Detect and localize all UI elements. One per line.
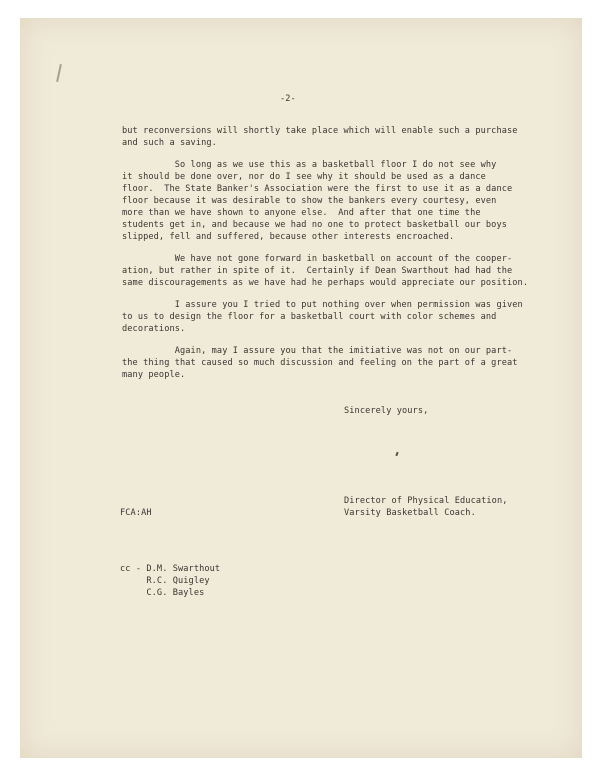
reference-initials: FCA:AH xyxy=(120,508,152,518)
body-line: So long as we use this as a basketball floor I do not see why xyxy=(122,160,497,170)
signature-title-line: Director of Physical Education, xyxy=(344,496,508,506)
closing: Sincerely yours, xyxy=(344,406,429,416)
body-line: it should be done over, nor do I see why it should be used as a dance xyxy=(122,172,486,182)
body-line: decorations. xyxy=(122,324,186,334)
body-line: and such a saving. xyxy=(122,138,217,148)
body-line: I assure you I tried to put nothing over when permission was given xyxy=(122,300,523,310)
body-line: slipped, fell and suffered, because other interests encroached. xyxy=(122,232,455,242)
cc-line: C.G. Bayles xyxy=(120,588,205,598)
signature-mark xyxy=(395,452,398,456)
body-line: many people. xyxy=(122,370,186,380)
body-line: ation, but rather in spite of it. Certainly if Dean Swarthout had had the xyxy=(122,266,513,276)
body-line: students get in, and because we had no one to protect basketball our boys xyxy=(122,220,507,230)
body-line: Again, may I assure you that the imitiative was not on our part- xyxy=(122,346,513,356)
body-line: but reconversions will shortly take place which will enable such a purchase xyxy=(122,126,518,136)
body-line: floor. The State Banker's Association were the first to use it as a dance xyxy=(122,184,513,194)
signature-title-line: Varsity Basketball Coach. xyxy=(344,508,476,518)
body-line: floor because it was desirable to show the bankers every courtesy, even xyxy=(122,196,497,206)
body-line: more than we have shown to anyone else. And after that one time the xyxy=(122,208,481,218)
cc-line: R.C. Quigley xyxy=(120,576,210,586)
letter-body xyxy=(20,18,582,758)
cc-line: cc - D.M. Swarthout xyxy=(120,564,221,574)
body-line: the thing that caused so much discussion and feeling on the part of a great xyxy=(122,358,518,368)
body-line: to us to design the floor for a basketball court with color schemes and xyxy=(122,312,497,322)
body-line: same discouragements as we have had he perhaps would appreciate our position. xyxy=(122,278,529,288)
letter-page xyxy=(20,18,582,758)
body-line: We have not gone forward in basketball on account of the cooper- xyxy=(122,254,513,264)
page-number: -2- xyxy=(280,94,296,104)
